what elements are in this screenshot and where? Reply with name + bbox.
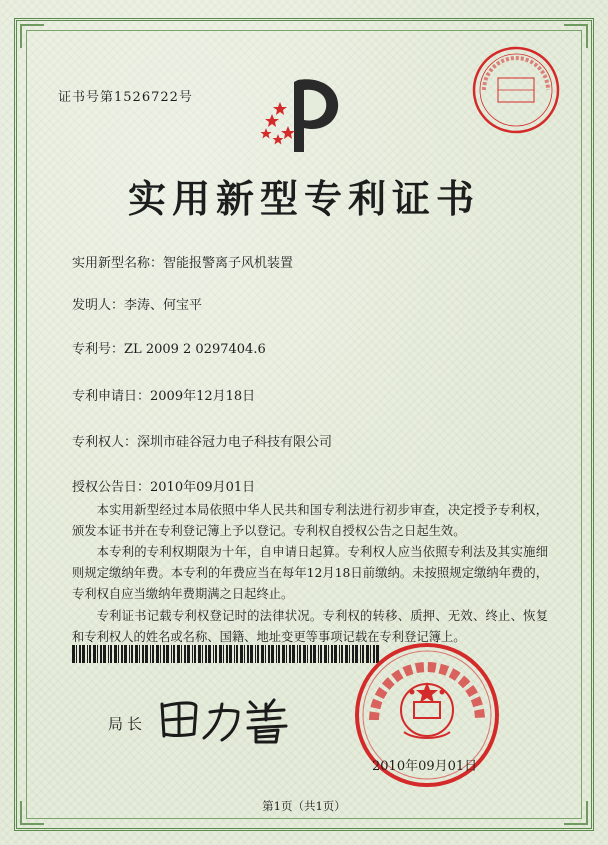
director-label: 局长: [108, 715, 147, 733]
patent-office-emblem-icon: [258, 68, 348, 158]
field-value: 深圳市硅谷冠力电子科技有限公司: [137, 435, 333, 450]
agent-seal-icon: [470, 44, 562, 136]
issue-date: 2010年09月01日: [372, 759, 478, 774]
field-value: 李涛、何宝平: [124, 298, 203, 313]
page-number: 第1页（共1页）: [262, 799, 346, 813]
field-value: 2009年12月18日: [150, 389, 256, 404]
paragraph: 专利证书记载专利权登记时的法律状况。专利权的转移、质押、无效、终止、恢复和专利权人的姓名或名称、国籍、地址变更等事项记载在专利登记簿上。: [72, 609, 548, 644]
patentee-field: [72, 431, 332, 450]
field-label: 授权公告日：: [72, 480, 151, 495]
filing-date-field: [72, 385, 255, 404]
field-label: 专利权人：: [72, 435, 138, 450]
announcement-date-field: [72, 476, 255, 495]
inventors-field: [72, 294, 202, 313]
field-label: 实用新型名称：: [72, 256, 164, 271]
field-label: 专利申请日：: [72, 389, 151, 404]
barcode-icon: [72, 645, 382, 663]
paragraph: 本专利的专利权期限为十年，自申请日起算。专利权人应当依照专利法及其实施细则规定缴纳年费。本专利的年费应当在每年12月18日前缴纳。未按照规定缴纳年费的，专利权自应当缴纳年费期满之日起终止。: [72, 545, 548, 601]
paragraph: 本实用新型经过本局依照中华人民共和国专利法进行初步审查，决定授予专利权，颁发本证书并在专利登记簿上予以登记。专利权自授权公告之日起生效。: [72, 503, 548, 538]
field-label: 发明人：: [72, 298, 125, 313]
utility-model-name-field: [72, 252, 293, 271]
field-value: 2010年09月01日: [150, 480, 256, 495]
patent-number-field: [72, 338, 266, 357]
field-value: ZL 2009 2 0297404.6: [124, 342, 266, 357]
certificate-number: 证书号第1526722号: [58, 90, 193, 105]
corner-ornament: [564, 24, 588, 48]
director-signature-icon: [152, 690, 302, 746]
field-label: 专利号：: [72, 342, 125, 357]
corner-ornament: [20, 24, 44, 48]
field-value: 智能报警离子风机装置: [163, 256, 294, 271]
certificate-title: 实用新型专利证书: [127, 177, 480, 221]
